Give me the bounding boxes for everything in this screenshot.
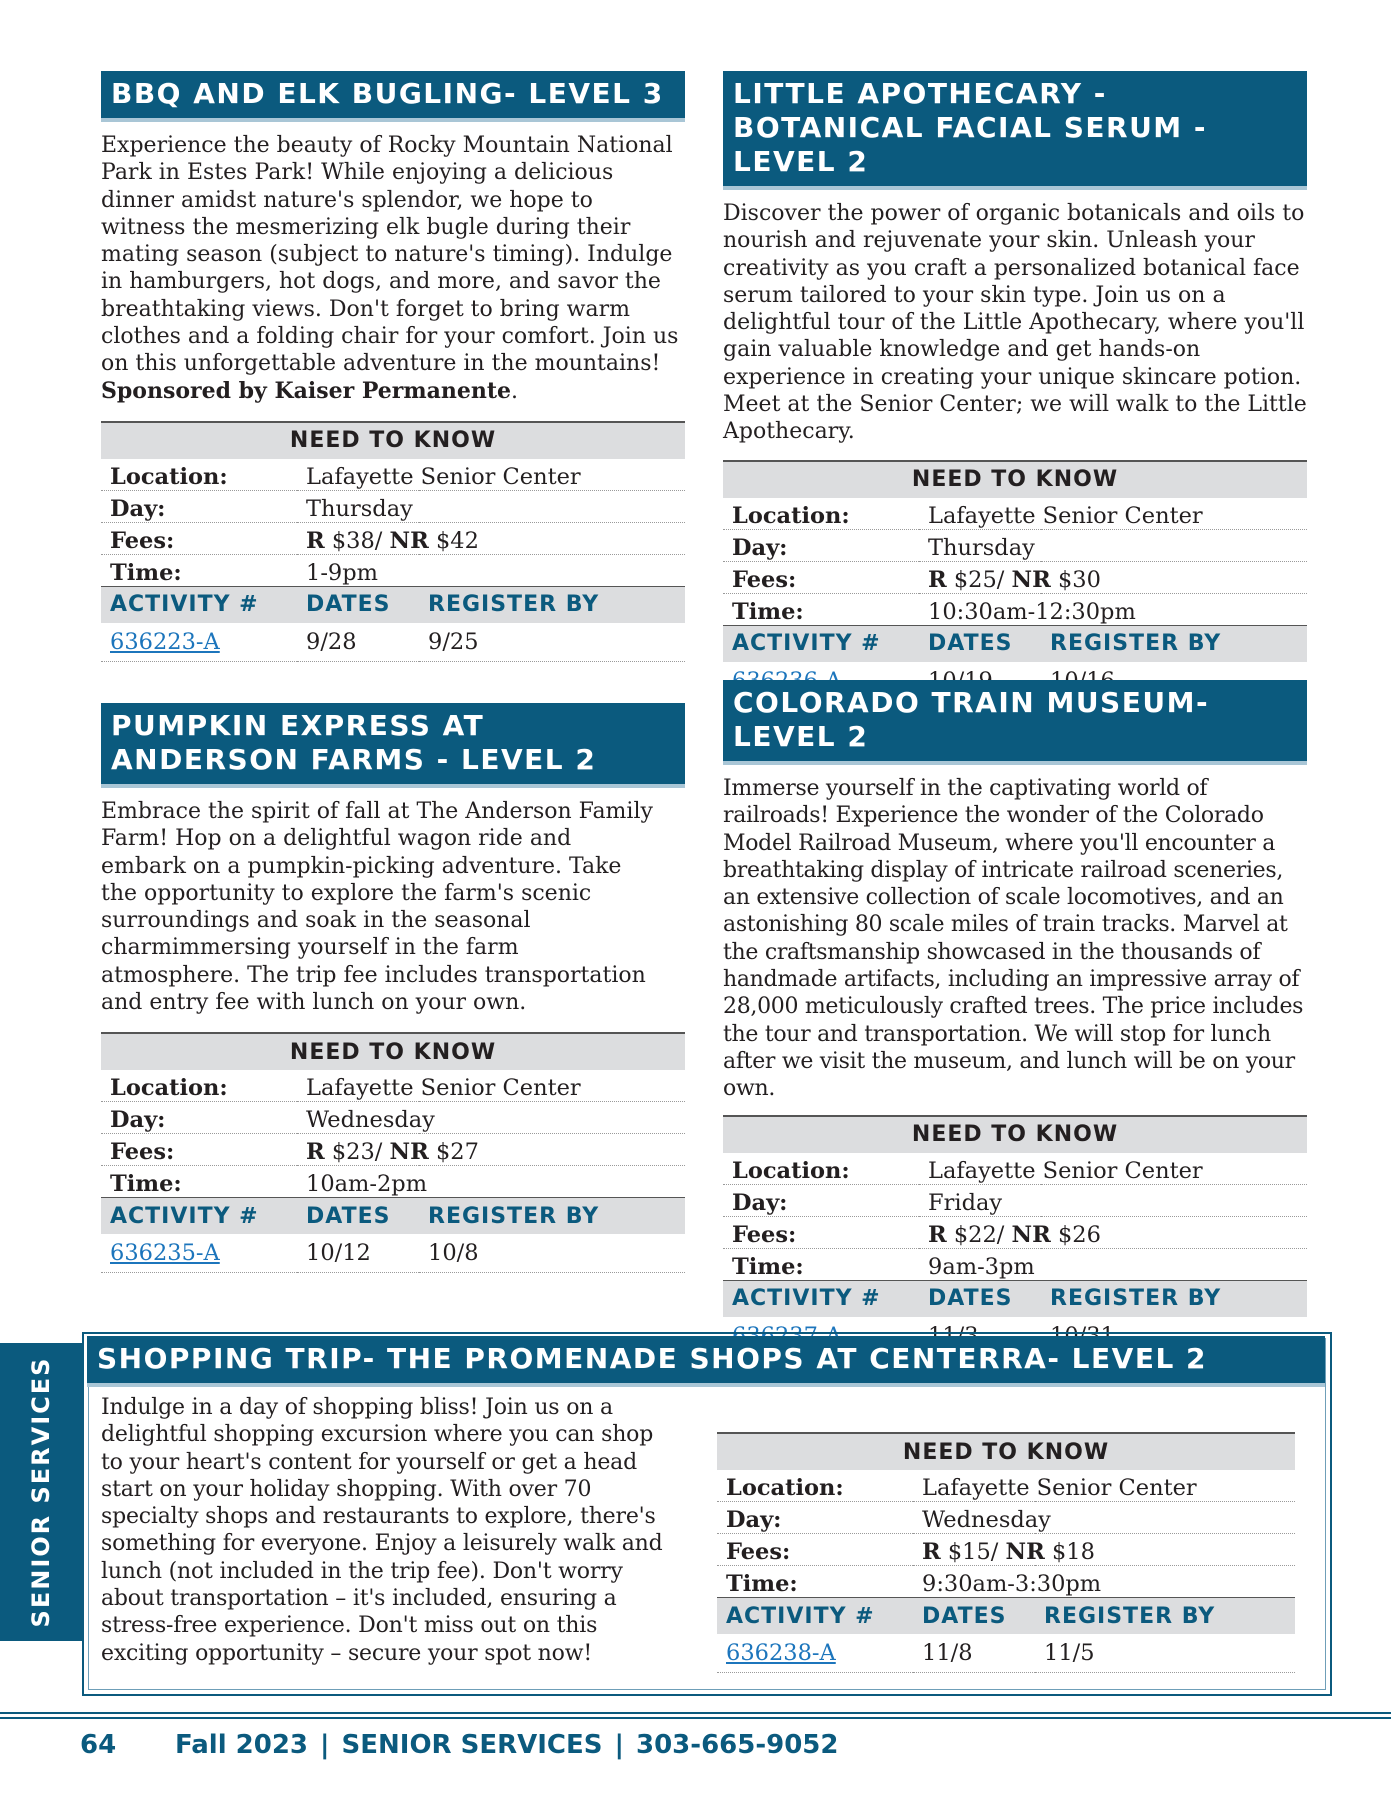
register-by-heading: REGISTER BY <box>1035 1598 1295 1635</box>
fees-label: Fees <box>110 527 167 554</box>
footer-rule-line <box>0 1712 1391 1714</box>
card-shopping <box>87 1336 1325 1387</box>
card-train <box>723 680 1307 1356</box>
dates-heading: DATES <box>913 1598 1035 1635</box>
time-label: Time <box>732 1253 796 1280</box>
dates-value: 9/28 <box>297 623 419 662</box>
activity-link[interactable]: 636238-A <box>726 1640 836 1666</box>
resident-label: R <box>306 1139 325 1166</box>
card-description: Embrace the spirit of fall at The Anderson Family Farm! Hop on a delightful wagon ride and embark on a pumpkin-picking adventure. Take the opportunity to explore the farm's scenic surroundings and soak in the seasonal charmimmersing yourself in the farm atmosphere. The trip fee includes transportation and entry fee with lunch on your own. <box>101 799 653 1016</box>
activity-heading: ACTIVITY # <box>717 1598 913 1635</box>
sponsor-text: Sponsored by Kaiser Permanente <box>101 377 512 404</box>
register-by-heading: REGISTER BY <box>1041 1280 1307 1317</box>
card-title: PUMPKIN EXPRESS AT ANDERSON FARMS - LEVEL 2 <box>101 703 685 788</box>
card-description: Indulge in a day of shopping bliss! Join us on a delightful shopping excursion where you can shop to your heart's content for yourself or get a head start on your holiday shopping. With over 70 specialty shops and restaurants to explore, there's something for everyone. Enjoy a leisurely walk and lunch (not included in the trip fee). Don't worry about transportation – it's included, ensuring a stress-free experience. Don't miss out on this exciting opportunity – secure your spot now! <box>101 1395 663 1666</box>
need-to-know-heading: NEED TO KNOW <box>723 1116 1307 1153</box>
nonresident-label: NR <box>389 1139 429 1166</box>
resident-label: R <box>922 1539 941 1565</box>
card-title: SHOPPING TRIP- THE PROMENADE SHOPS AT CENTERRA- LEVEL 2 <box>87 1336 1325 1387</box>
location-value: Lafayette Senior Center <box>297 459 685 491</box>
resident-fee: $23/ <box>331 1139 383 1166</box>
need-to-know-table: NEED TO KNOW Location: Lafayette Senior Center Day: Wednesday Fees: R $23/ NR $27 Time: 10am-2pm ACTIVITY # DATES REGISTER BY 636235-A 10/12 10/8 <box>101 1032 685 1273</box>
register-by-heading: REGISTER BY <box>1041 625 1307 662</box>
time-value: 9am-3pm <box>919 1248 1307 1280</box>
fees-label: Fees <box>732 1221 789 1248</box>
time-label: Time <box>110 559 174 586</box>
register-by-heading: REGISTER BY <box>419 1198 685 1235</box>
day-label: Day <box>732 1189 780 1216</box>
page-number: 64 <box>80 1730 117 1760</box>
day-label: Day <box>110 495 158 522</box>
nonresident-fee: $42 <box>435 527 479 554</box>
card-pumpkin <box>101 703 685 1273</box>
resident-fee: $38/ <box>331 527 383 554</box>
need-to-know-heading: NEED TO KNOW <box>717 1433 1295 1470</box>
footer-rule-line <box>0 1717 1391 1719</box>
nonresident-label: NR <box>389 527 429 554</box>
nonresident-fee: $18 <box>1051 1539 1095 1565</box>
location-value: Lafayette Senior Center <box>919 498 1307 530</box>
resident-fee: $22/ <box>953 1221 1005 1248</box>
need-to-know-table: NEED TO KNOW Location: Lafayette Senior Center Day: Thursday Fees: R $25/ NR $30 Time: 10:30am-12:30pm ACTIVITY # DATES REGISTER BY <box>723 460 1307 701</box>
card-title: COLORADO TRAIN MUSEUM- LEVEL 2 <box>723 680 1307 765</box>
day-value: Wednesday <box>297 1102 685 1134</box>
fees-value <box>297 522 685 554</box>
time-label: Time <box>110 1171 174 1198</box>
day-label: Day <box>726 1507 774 1533</box>
dates-heading: DATES <box>297 1198 419 1235</box>
register-by-heading: REGISTER BY <box>419 586 685 623</box>
nonresident-label: NR <box>1011 1221 1051 1248</box>
nonresident-fee: $26 <box>1057 1221 1101 1248</box>
side-tab-label: SENIOR SERVICES <box>27 1356 55 1628</box>
activity-heading: ACTIVITY # <box>723 625 919 662</box>
need-to-know-table: NEED TO KNOW Location: Lafayette Senior Center Day: Friday Fees: R $22/ NR $26 Time: 9am-3pm ACTIVITY # DATES REGISTER BY <box>723 1115 1307 1356</box>
time-value: 1-9pm <box>297 554 685 586</box>
need-to-know-table: NEED TO KNOW Location: Lafayette Senior Center Day: Wednesday Fees: R $15/ NR $18 Time: 9:30am-3:30pm ACTIVITY # DATES REGISTER BY 636238-A 11/8 11/5 <box>717 1432 1295 1673</box>
nonresident-label: NR <box>1005 1539 1045 1565</box>
need-to-know-table: NEED TO KNOW Location: Lafayette Senior Center Day: Thursday Fees: R $38/ NR $42 Time: 1-9pm ACTIVITY # DATES REGISTER BY 636223-A 9/28 9/25 <box>101 421 685 662</box>
day-value: Wednesday <box>913 1502 1295 1534</box>
activity-link[interactable]: 636223-A <box>110 628 220 655</box>
footer-season: Fall 2023 <box>175 1730 309 1760</box>
time-value: 10:30am-12:30pm <box>919 593 1307 625</box>
location-label: Location <box>110 463 220 490</box>
need-to-know-heading: NEED TO KNOW <box>101 1033 685 1070</box>
time-label: Time <box>732 598 796 625</box>
need-to-know-heading: NEED TO KNOW <box>101 422 685 459</box>
resident-label: R <box>306 527 325 554</box>
section-side-tab <box>0 1343 82 1641</box>
card-apothecary <box>723 71 1307 701</box>
dates-heading: DATES <box>919 625 1041 662</box>
location-label: Location <box>726 1475 836 1501</box>
card-description: Experience the beauty of Rocky Mountain National Park in Estes Park! While enjoying a delicious dinner amidst nature's splendor, we hope to witness the mesmerizing elk bugle during their mating season (subject to nature's timing). Indulge in hamburgers, hot dogs, and more, and savor the breathtaking views. Don't forget to bring warm clothes and a folding chair for your comfort. Join us on this unforgettable adventure in the mountains! Sponsored by Kaiser Permanente. <box>101 133 679 404</box>
resident-fee: $25/ <box>953 566 1005 593</box>
nonresident-fee: $27 <box>435 1139 479 1166</box>
resident-fee: $15/ <box>947 1539 999 1565</box>
dates-heading: DATES <box>919 1280 1041 1317</box>
nonresident-label: NR <box>1011 566 1051 593</box>
time-value: 10am-2pm <box>297 1166 685 1198</box>
dates-value: 10/12 <box>297 1234 419 1273</box>
footer-rule <box>0 1712 1391 1722</box>
card-title: LITTLE APOTHECARY -BOTANICAL FACIAL SERUM - LEVEL 2 <box>723 71 1307 190</box>
dates-value: 11/8 <box>913 1634 1035 1673</box>
day-label: Day <box>110 1107 158 1134</box>
activity-link[interactable]: 636235-A <box>110 1240 220 1267</box>
fees-value <box>919 1216 1307 1248</box>
description-text: Experience the beauty of Rocky Mountain National Park in Estes Park! While enjoying a delicious dinner amidst nature's splendor, we hope to witness the mesmerizing elk bugle during their mating season (subject to nature's timing). Indulge in hamburgers, hot dogs, and more, and savor the breathtaking views. Don't forget to bring warm clothes and a folding chair for your comfort. Join us on this unforgettable adventure in the mountains! <box>101 133 679 377</box>
location-value: Lafayette Senior Center <box>913 1470 1295 1502</box>
resident-label: R <box>928 566 947 593</box>
fees-label: Fees <box>110 1139 167 1166</box>
shopping-need-to-know <box>717 1432 1295 1673</box>
day-label: Day <box>732 534 780 561</box>
card-bbq <box>101 71 685 662</box>
footer-section: SENIOR SERVICES <box>341 1730 603 1760</box>
need-to-know-heading: NEED TO KNOW <box>723 461 1307 498</box>
footer-phone: 303-665-9052 <box>636 1730 839 1760</box>
fees-label: Fees <box>726 1539 783 1565</box>
dates-heading: DATES <box>297 586 419 623</box>
resident-label: R <box>928 1221 947 1248</box>
fees-value <box>297 1134 685 1166</box>
day-value: Friday <box>919 1184 1307 1216</box>
location-value: Lafayette Senior Center <box>919 1153 1307 1185</box>
location-label: Location <box>110 1075 220 1102</box>
time-label: Time <box>726 1571 790 1597</box>
activity-heading: ACTIVITY # <box>723 1280 919 1317</box>
activity-heading: ACTIVITY # <box>101 1198 297 1235</box>
card-title: BBQ AND ELK BUGLING- LEVEL 3 <box>101 71 685 122</box>
register-by-value: 9/25 <box>419 623 685 662</box>
card-description: Immerse yourself in the captivating world of railroads! Experience the wonder of the Colorado Model Railroad Museum, where you'll encounter a breathtaking display of intricate railroad sceneries, an extensive collection of scale locomotives, and an astonishing 80 scale miles of train tracks. Marvel at the craftsmanship showcased in the thousands of handmade artifacts, including an impressive array of 28,000 meticulously crafted trees. The price includes the tour and transportation. We will stop for lunch after we visit the museum, and lunch will be on your own. <box>723 776 1304 1102</box>
fees-value <box>913 1534 1295 1566</box>
day-value: Thursday <box>919 529 1307 561</box>
day-value: Thursday <box>297 490 685 522</box>
fees-value <box>919 561 1307 593</box>
page-footer: 64 Fall 2023 | SENIOR SERVICES | 303-665-9052 <box>80 1730 839 1760</box>
location-label: Location <box>732 1157 842 1184</box>
nonresident-fee: $30 <box>1057 566 1101 593</box>
location-value: Lafayette Senior Center <box>297 1070 685 1102</box>
location-label: Location <box>732 502 842 529</box>
register-by-value: 10/8 <box>419 1234 685 1273</box>
fees-label: Fees <box>732 566 789 593</box>
activity-heading: ACTIVITY # <box>101 586 297 623</box>
register-by-value: 11/5 <box>1035 1634 1295 1673</box>
card-description: Discover the power of organic botanicals and oils to nourish and rejuvenate your skin. Unleash your creativity as you craft a personalized botanical face serum tailored to your skin type. Join us on a delightful tour of the Little Apothecary, where you'll gain valuable knowledge and get hands-on experience in creating your unique skincare potion. Meet at the Senior Center; we will walk to the Little Apothecary. <box>723 201 1307 445</box>
time-value: 9:30am-3:30pm <box>913 1566 1295 1598</box>
